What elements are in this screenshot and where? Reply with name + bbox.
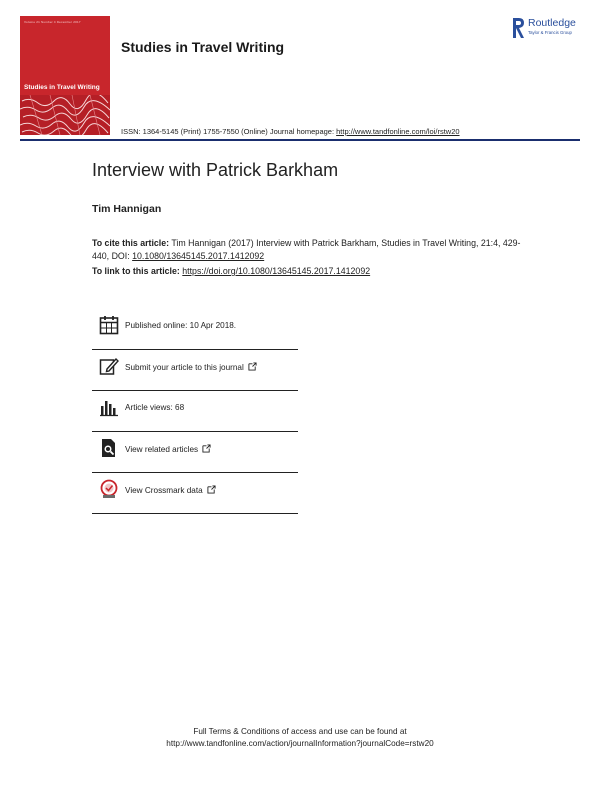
journal-homepage-link[interactable]: http://www.tandfonline.com/loi/rstw20 — [336, 127, 460, 136]
article-title: Interview with Patrick Barkham — [92, 160, 339, 180]
terms-link[interactable]: http://www.tandfonline.com/action/journalInformation?journalCode=rstw20 — [166, 739, 434, 748]
routledge-r-icon — [511, 17, 525, 39]
header-divider — [20, 139, 580, 141]
calendar-icon — [99, 315, 119, 335]
journal-cover — [20, 16, 110, 135]
cover-issue-text: Volume 21 Number 4 December 2017 — [24, 20, 81, 24]
cite-label: To cite this article: — [92, 238, 170, 248]
bar-chart-icon — [99, 397, 119, 417]
article-views-label: Article views: 68 — [125, 403, 185, 412]
published-online-label: Published online: 10 Apr 2018. — [125, 321, 237, 330]
publisher-name: Routledge — [528, 17, 576, 29]
crossmark-icon — [99, 479, 119, 499]
external-link-icon — [207, 485, 216, 494]
terms-text: Full Terms & Conditions of access and use can be found at — [193, 727, 407, 736]
link-label: To link to this article: — [92, 266, 180, 276]
article-doi-link[interactable]: https://doi.org/10.1080/13645145.2017.1412092 — [182, 266, 371, 276]
document-search-icon — [99, 438, 119, 458]
crossmark-link[interactable] — [125, 485, 216, 495]
issn-text: ISSN: 1364-5145 (Print) 1755-7550 (Online) Journal homepage: — [121, 127, 335, 136]
publisher-tagline: Taylor & Francis Group — [528, 30, 572, 35]
citation-block — [92, 237, 532, 262]
cover-pattern-graphic — [20, 95, 110, 135]
published-online-item — [92, 309, 298, 350]
routledge-logo — [511, 17, 591, 41]
journal-title: Studies in Travel Writing — [121, 39, 285, 55]
article-views-item — [92, 391, 298, 432]
cover-title: Studies in Travel Writing — [24, 84, 100, 91]
related-articles-label: View related articles — [125, 445, 199, 454]
crossmark-item[interactable] — [92, 473, 298, 514]
submit-article-link[interactable] — [125, 362, 257, 372]
issn-line — [121, 127, 460, 136]
article-link-line — [92, 266, 370, 276]
cite-doi-link[interactable]: 10.1080/13645145.2017.1412092 — [132, 250, 265, 261]
article-author: Tim Hannigan — [92, 203, 162, 215]
external-link-icon — [248, 362, 257, 371]
submit-article-label: Submit your article to this journal — [125, 363, 244, 372]
terms-footer — [0, 726, 600, 750]
edit-icon — [99, 356, 119, 376]
article-meta-list — [92, 309, 298, 514]
external-link-icon — [202, 444, 211, 453]
related-articles-link[interactable] — [125, 444, 211, 454]
cite-text: Tim Hannigan (2017) Interview with Patrick Barkham, Studies in Travel Writing, 21:4, 429-440, DOI: — [92, 238, 521, 261]
related-articles-item[interactable] — [92, 432, 298, 473]
submit-article-item[interactable] — [92, 350, 298, 391]
crossmark-label: View Crossmark data — [125, 486, 203, 495]
